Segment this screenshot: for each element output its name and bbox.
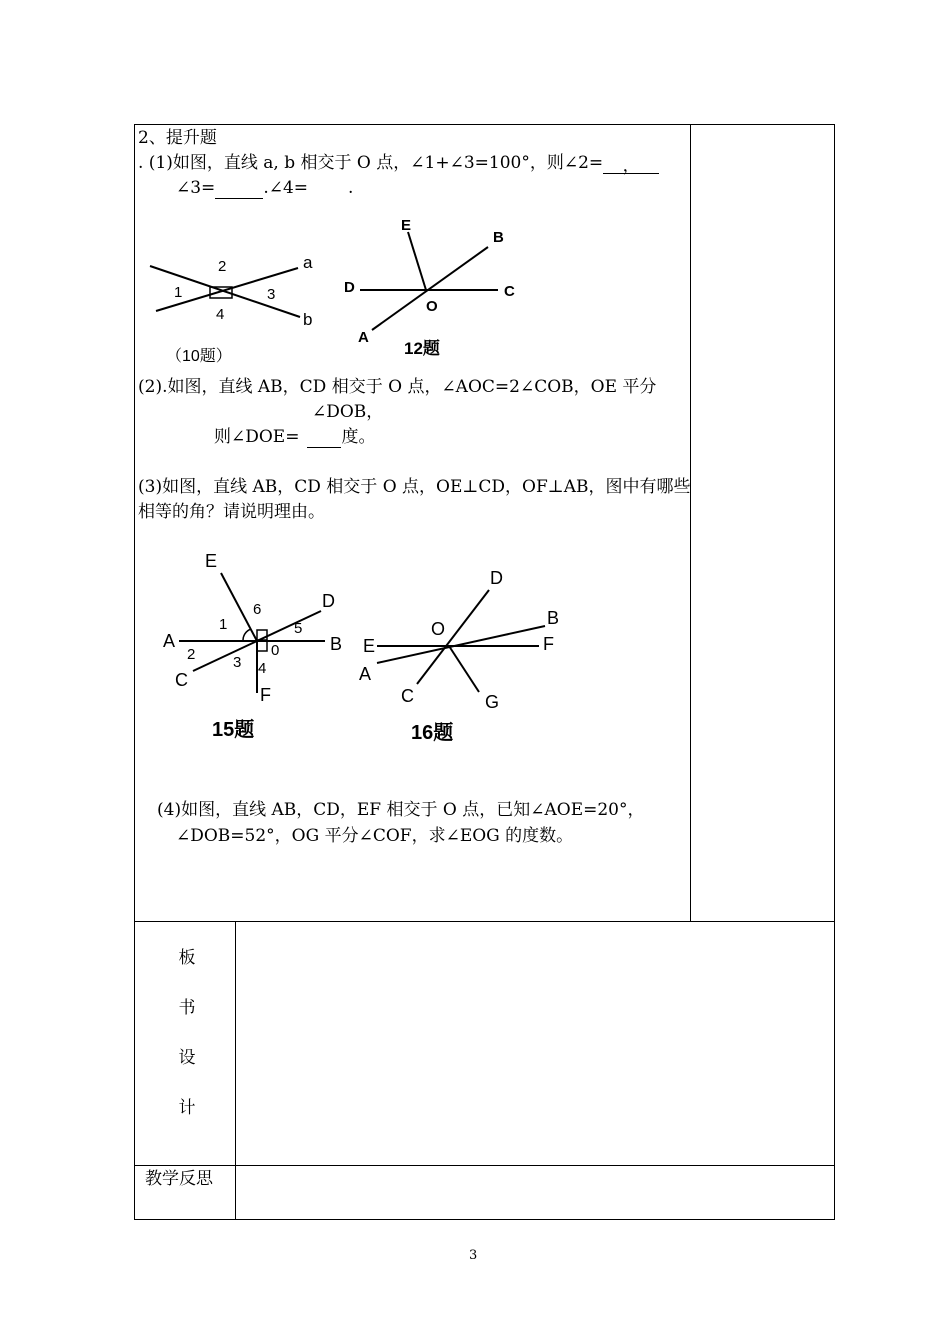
table-border-bottom: [134, 1219, 835, 1220]
fig15-right-angle-mark-2: [257, 641, 267, 651]
question-1-blank-2-text: ，: [622, 156, 640, 176]
page-number: 3: [469, 1248, 478, 1263]
fig12-line-ab: [372, 247, 488, 330]
fig15-label-5: 5: [294, 620, 303, 637]
fig10-label-a: a: [303, 253, 313, 272]
fig16-line-ab: [377, 626, 545, 663]
fig15-label-a: A: [163, 631, 176, 651]
fig15-label-f: F: [260, 685, 271, 705]
figure-16: [355, 562, 575, 752]
fig15-label-4: 4: [258, 660, 267, 677]
section-title: 2、提升题: [138, 128, 217, 148]
fig16-label-a: A: [359, 664, 372, 684]
fig10-caption: （10题）: [166, 348, 232, 365]
fig15-label-6: 6: [253, 601, 262, 618]
question-1-line-2: [176, 177, 353, 199]
fig10-label-2: 2: [218, 258, 227, 275]
fig12-label-d: D: [344, 279, 355, 296]
figure-10: [140, 250, 330, 370]
question-1-blank-3: [215, 180, 263, 199]
question-4-line-2: ∠DOB=52°，OG 平分∠COF，求∠EOG 的度数。: [176, 826, 574, 846]
table-row-divider-1: [134, 921, 835, 922]
question-1-angle-3-label: ∠3=: [176, 178, 216, 198]
question-2-degree-unit: 度。: [341, 427, 376, 447]
board-design-char-3: 设: [178, 1048, 196, 1068]
fig15-label-2: 2: [187, 646, 196, 663]
fig10-label-b: b: [303, 310, 313, 329]
fig10-label-3: 3: [267, 286, 276, 303]
table-row-divider-2: [134, 1165, 835, 1166]
fig12-ray-oe: [408, 232, 426, 290]
board-design-char-2: 书: [178, 998, 196, 1018]
question-2-line-1: (2).如图，直线 AB，CD 相交于 O 点，∠AOC=2∠COB，OE 平分: [138, 377, 657, 397]
fig16-label-f: F: [543, 634, 554, 654]
fig16-ray-og: [449, 646, 479, 692]
question-3-line-1: (3)如图，直线 AB，CD 相交于 O 点，OE⊥CD，OF⊥AB，图中有哪些: [138, 477, 691, 497]
question-3-line-2: 相等的角？请说明理由。: [138, 502, 325, 522]
fig12-label-a: A: [358, 329, 369, 346]
table-border-left: [134, 124, 135, 1220]
fig16-label-o: O: [431, 619, 446, 639]
table-inner-vertical-top: [690, 124, 691, 922]
question-1-angle-4-label: .∠4=: [263, 178, 309, 198]
fig15-label-d: D: [322, 591, 335, 611]
fig16-label-e: E: [363, 636, 376, 656]
figure-15: [155, 545, 355, 745]
board-design-char-4: 计: [178, 1098, 196, 1118]
teaching-reflection-label: 教学反思: [145, 1169, 213, 1189]
fig12-label-c: C: [504, 283, 515, 300]
table-border-right: [834, 124, 835, 1220]
figure-12: [340, 210, 530, 370]
question-1-line-1: [138, 152, 659, 174]
fig12-label-e: E: [401, 217, 412, 234]
question-1-end: .: [348, 178, 354, 198]
fig12-label-b: B: [493, 229, 504, 246]
fig15-label-c: C: [175, 670, 188, 690]
fig15-label-0: 0: [271, 642, 280, 659]
question-2-blank-doe: [307, 429, 341, 448]
table-inner-vertical-bottom: [235, 921, 236, 1220]
question-2-doe-label: 则∠DOE=: [214, 427, 300, 447]
fig15-label-1: 1: [219, 616, 228, 633]
fig12-label-o: O: [426, 298, 438, 315]
question-1-blank-2: [603, 155, 659, 174]
fig12-caption: 12题: [404, 339, 440, 358]
question-2-line-3: [214, 426, 375, 448]
question-2-line-2: ∠DOB，: [312, 402, 384, 422]
fig15-label-3: 3: [233, 654, 242, 671]
board-design-char-1: 板: [178, 948, 196, 968]
fig16-label-d: D: [490, 568, 503, 588]
fig15-caption: 15题: [212, 719, 255, 741]
fig15-label-e: E: [205, 551, 218, 571]
fig16-label-g: G: [485, 692, 500, 712]
fig16-caption: 16题: [411, 722, 454, 744]
question-4-line-1: (4)如图，直线 AB，CD，EF 相交于 O 点，已知∠AOE=20°，: [157, 800, 645, 820]
question-1-text: . (1)如图，直线 a, b 相交于 O 点，∠1+∠3=100°，则∠2=: [138, 153, 604, 173]
fig15-angle-arc: [243, 629, 251, 641]
fig16-line-cd: [417, 590, 489, 684]
fig16-label-c: C: [401, 686, 414, 706]
fig10-label-1: 1: [174, 284, 183, 301]
fig10-label-4: 4: [216, 306, 225, 323]
table-border-top: [134, 124, 835, 125]
fig15-label-b: B: [330, 634, 343, 654]
fig16-label-b: B: [547, 608, 560, 628]
